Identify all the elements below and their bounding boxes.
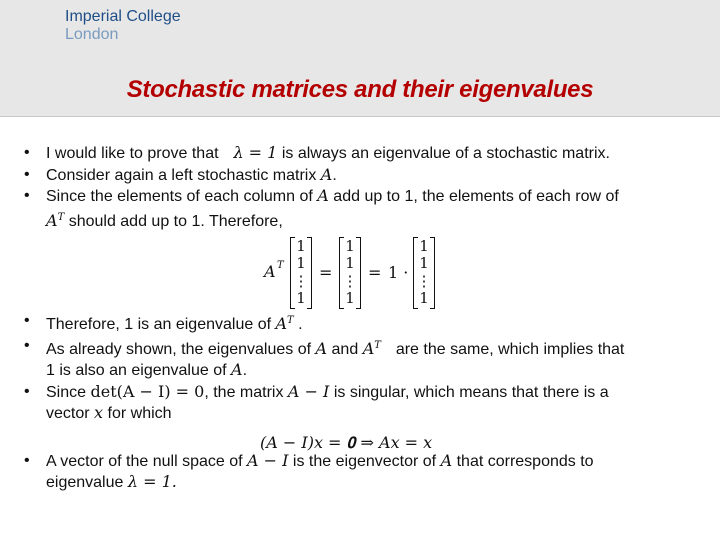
slide-title: Stochastic matrices and their eigenvalues (126, 76, 594, 103)
text: Since (46, 383, 87, 401)
equation-row-sum (264, 237, 464, 311)
ones-vector (416, 237, 432, 309)
vector-entry: 1 (419, 289, 429, 307)
math-T: T (57, 211, 65, 223)
bullet-1 (24, 143, 700, 165)
math-T: T (287, 315, 294, 326)
text: As already shown, the eigenvalues of (46, 340, 312, 358)
equals-sign: = (368, 263, 382, 282)
scalar-one: 1 · (388, 263, 409, 282)
slide-header (0, 0, 720, 117)
ones-vector (342, 237, 358, 309)
text: add up to 1, the elements of each row of (333, 188, 619, 205)
text: is always an eigenvalue of a stochastic matrix. (281, 145, 610, 162)
math-A: A (264, 262, 276, 281)
math-det: det(A − I) = 0 (90, 381, 205, 401)
text: is the eigenvector of (292, 452, 437, 470)
math-A: A (315, 338, 328, 358)
bullet-2: • Consider again a left stochastic matrix A. (24, 165, 700, 187)
math-A: A (362, 338, 375, 358)
logo-line-2: London (65, 26, 119, 43)
vector-entry: 1 (296, 237, 306, 255)
math-A-minus-I: A − I (247, 450, 289, 470)
bullet-3 (24, 186, 700, 232)
math-A: A (317, 186, 329, 205)
vector-entry: 1 (345, 237, 355, 255)
text: and (331, 340, 359, 358)
vector-dots: ⋮ (293, 272, 309, 290)
text: that corresponds to (456, 452, 594, 470)
text: vector (46, 405, 90, 422)
text: Since the elements of each column of (46, 188, 313, 205)
text: Therefore, 1 is an eigenvalue of (46, 316, 272, 333)
vector-dots: ⋮ (416, 272, 432, 290)
bullet-7 (24, 451, 700, 494)
text: should add up to 1. Therefore, (68, 212, 283, 230)
math-T: T (374, 339, 381, 351)
text: Consider again a left stochastic matrix (46, 166, 317, 184)
ones-vector (293, 237, 309, 309)
text: eigenvalue (46, 474, 124, 491)
equals-sign: = (319, 263, 333, 282)
vector-entry: 1 (296, 289, 306, 307)
vector-entry: 1 (345, 289, 355, 307)
math-A: A (320, 164, 333, 184)
math-A: A (231, 360, 243, 379)
text: , the matrix (204, 383, 284, 401)
text: are the same, which implies that (395, 340, 625, 358)
math-A: A (275, 314, 288, 333)
math-A: A (440, 450, 453, 470)
vector-dots: ⋮ (342, 272, 358, 290)
text: I would like to prove that (46, 145, 219, 162)
text: is singular, which means that there is a (333, 383, 609, 401)
math-x: x (94, 403, 104, 422)
vector-entry: 1 (419, 237, 429, 255)
math-A: A (46, 210, 58, 230)
math-T: T (277, 260, 284, 271)
bullet-5: • As already shown, the eigenvalues of A and $A^T$ are the same, which implies that 1 is also an eigenvalue of A. (24, 336, 700, 382)
logo-line-1: Imperial College (65, 8, 181, 25)
imperial-logo (65, 8, 181, 44)
vector-entry: 1 (296, 254, 306, 272)
math-A-minus-I: A − I (287, 381, 330, 401)
bullet-4: • Therefore, 1 is an eigenvalue of $A^T$ . (24, 311, 700, 336)
math-lambda-eq-1: λ = 1. (127, 472, 177, 491)
text: A vector of the null space of (46, 452, 243, 470)
math-lambda-eq-1: λ = 1 (233, 143, 278, 162)
bullet-6 (24, 382, 700, 425)
text: for which (107, 405, 172, 422)
vector-entry: 1 (419, 254, 429, 272)
vector-entry: 1 (345, 254, 355, 272)
text: 1 is also an eigenvalue of (46, 362, 227, 379)
equation-null-space: (A − I)x = 𝟎 ⇒ Ax = x (260, 433, 433, 452)
